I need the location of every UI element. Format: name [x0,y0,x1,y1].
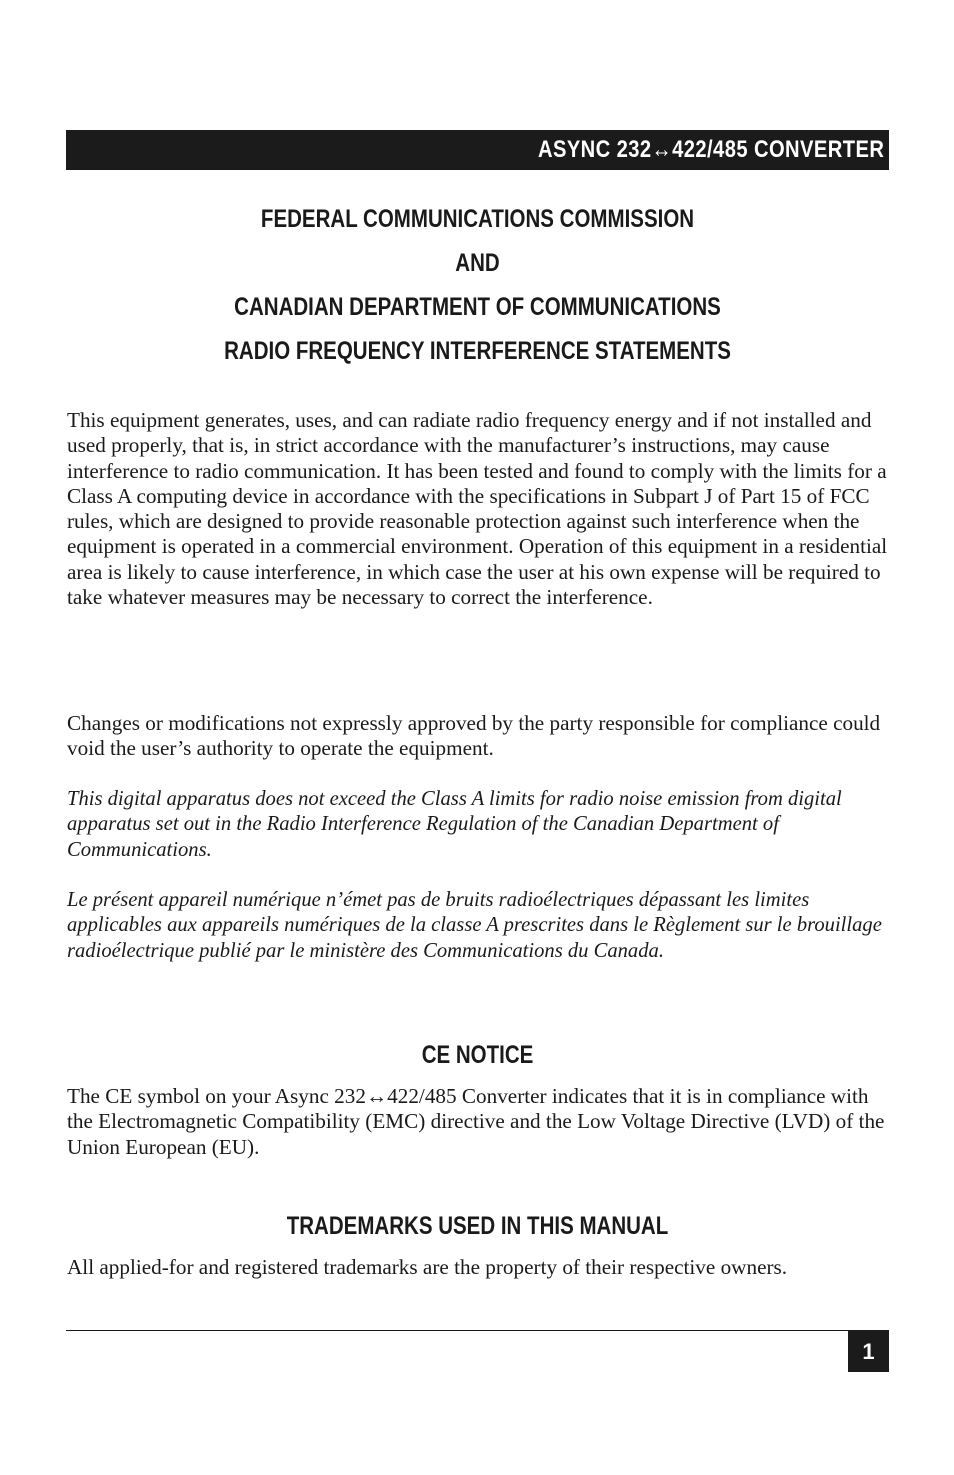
ce-notice-paragraph: The CE symbol on your Async 232↔422/485 Converter indicates that it is in compliance with the Electromagnetic Compatibility (EMC) directive and the Low Voltage Directive (LVD) of the Union European (EU). [67,1084,885,1159]
canadian-statement-english: This digital apparatus does not exceed the Class A limits for radio noise emission from digital apparatus set out in the Radio Interference Regulation of the Canadian Department of Communications. [67,788,842,861]
document-title: ASYNC 232↔422/485 CONVERTER [537,136,884,163]
ce-notice-heading-block [66,1039,889,1071]
fcc-paragraph-interference: This equipment generates, uses, and can radiate radio frequency energy and if not installed and used properly, that is, in strict accordance with the manufacturer’s instructions, may cause interference to radio communication. It has been tested and found to comply with the limits for a Class A computing device in accordance with the specifications in Subpart J of Part 15 of FCC rules, which are designed to provide reasonable protection against such interference when the equipment is operated in a commercial environment. Operation of this equipment in a residential area is likely to cause interference, in which case the user at his own expense will be required to take whatever measures may be necessary to correct the interference. [67,408,888,610]
fcc-heading-line-4: RADIO FREQUENCY INTERFERENCE STATEMENTS [224,337,731,365]
fcc-heading-line-3: CANADIAN DEPARTMENT OF COMMUNICATIONS [234,293,721,321]
page-number: 1 [862,1339,875,1364]
trademarks-heading-block [66,1210,889,1242]
ce-notice-heading: CE NOTICE [421,1041,534,1069]
header-bar [66,130,889,170]
fcc-paragraph-modifications: Changes or modifications not expressly approved by the party responsible for compliance could void the user’s authority to operate the equipment. [67,711,881,761]
page-number-box [848,1331,889,1372]
trademarks-paragraph: All applied-for and registered trademarks are the property of their respective owners. [67,1255,788,1279]
fcc-heading-line-1: FEDERAL COMMUNICATIONS COMMISSION [260,205,695,233]
footer-rule [66,1330,889,1331]
canadian-statement-french: Le présent appareil numérique n’émet pas de bruits radioélectriques dépassant les limites applicables aux appareils numériques de la classe A prescrites dans le Règlement sur le brouillage radioélectrique publié par le ministère des Communications du Canada. [67,889,882,962]
fcc-heading-line-2: AND [455,249,500,277]
fcc-heading-group [66,197,889,373]
trademarks-heading: TRADEMARKS USED IN THIS MANUAL [286,1212,669,1240]
